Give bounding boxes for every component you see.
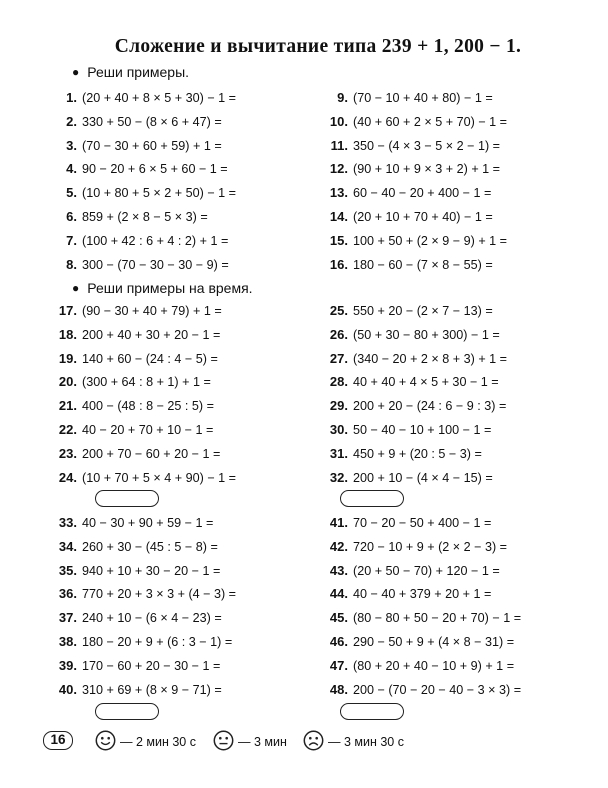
exercise-row	[57, 373, 211, 391]
exercise-number: 24.	[58, 469, 77, 485]
exercise-row	[326, 184, 491, 202]
exercise-expression: (20 + 10 + 70 + 40) − 1 =	[353, 210, 493, 224]
exercise-row	[57, 184, 236, 202]
exercise-expression: 40 − 40 + 379 + 20 + 1 =	[353, 587, 492, 602]
exercise-expression: 350 − (4 × 3 − 5 × 2 − 1) =	[353, 138, 501, 153]
exercise-row	[57, 256, 229, 274]
timing-medium	[213, 730, 287, 752]
exercise-row	[326, 421, 491, 439]
exercise-number: 34.	[58, 538, 77, 554]
exercise-number: 22.	[58, 422, 77, 437]
exercise-row	[57, 137, 222, 155]
exercise-row	[326, 326, 500, 344]
exercise-row	[57, 326, 220, 344]
exercise-expression: 720 − 10 + 9 + (2 × 2 − 3) =	[353, 539, 508, 554]
exercise-expression: 200 + 70 − 60 + 20 − 1 =	[82, 446, 221, 461]
exercise-expression: (70 − 30 + 60 + 59) + 1 =	[82, 138, 222, 153]
exercise-expression: 200 + 40 + 30 + 20 − 1 =	[82, 327, 221, 342]
exercise-expression: (10 + 80 + 5 × 2 + 50) − 1 =	[82, 186, 237, 201]
exercise-number: 11.	[330, 137, 348, 153]
exercise-row	[57, 208, 208, 226]
bullet-icon: ●	[72, 281, 80, 295]
exercise-number: 8.	[66, 256, 77, 272]
exercise-row	[326, 113, 507, 131]
exercise-expression: 240 + 10 − (6 × 4 − 23) =	[82, 611, 222, 626]
instruction-solve	[72, 64, 189, 80]
instruction-text: Реши примеры.	[87, 64, 190, 80]
exercise-expression: 100 + 50 + (2 × 9 − 9) + 1 =	[353, 233, 508, 248]
exercise-expression: 40 − 20 + 70 + 10 − 1 =	[82, 423, 214, 437]
exercise-expression: 450 + 9 + (20 : 5 − 3) =	[353, 446, 482, 461]
exercise-number: 2.	[66, 113, 77, 129]
exercise-number: 21.	[58, 398, 77, 414]
sad-face-icon	[303, 730, 324, 754]
timing-text: — 3 мин	[238, 735, 287, 749]
instruction-timed	[72, 280, 253, 296]
exercise-expression: 180 − 20 + 9 + (6 : 3 − 1) =	[82, 635, 233, 649]
exercise-row	[326, 609, 521, 627]
exercise-expression: 90 − 20 + 6 × 5 + 60 − 1 =	[82, 162, 228, 177]
exercise-number: 27.	[329, 350, 348, 366]
exercise-number: 44.	[329, 586, 348, 602]
exercise-expression: (90 − 30 + 40 + 79) + 1 =	[82, 304, 222, 318]
exercise-number: 43.	[329, 562, 348, 578]
exercise-expression: (90 + 10 + 9 × 3 + 2) + 1 =	[353, 162, 501, 177]
exercise-row	[57, 585, 236, 603]
exercise-row	[326, 445, 482, 463]
exercise-expression: (10 + 70 + 5 × 4 + 90) − 1 =	[82, 470, 237, 485]
exercise-row	[326, 208, 493, 226]
exercise-expression: (100 + 42 : 6 + 4 : 2) + 1 =	[82, 233, 229, 248]
exercise-number: 7.	[66, 232, 77, 248]
exercise-number: 17.	[58, 303, 77, 318]
exercise-row	[326, 469, 493, 487]
exercise-expression: 40 − 30 + 90 + 59 − 1 =	[82, 516, 214, 530]
exercise-number: 6.	[66, 209, 77, 224]
exercise-number: 37.	[58, 610, 77, 626]
exercise-expression: 940 + 10 + 30 − 20 − 1 =	[82, 563, 221, 578]
exercise-row	[57, 160, 228, 178]
exercise-number: 45.	[329, 610, 348, 626]
exercise-expression: 60 − 40 − 20 + 400 − 1 =	[353, 186, 492, 201]
exercise-expression: 180 − 60 − (7 × 8 − 55) =	[353, 257, 493, 272]
exercise-row	[326, 657, 514, 675]
exercise-number: 36.	[58, 586, 77, 602]
exercise-expression: (80 − 80 + 50 − 20 + 70) − 1 =	[353, 611, 522, 626]
exercise-row	[57, 514, 213, 532]
exercise-number: 28.	[329, 374, 348, 390]
exercise-row	[326, 89, 493, 107]
exercise-expression: 550 + 20 − (2 × 7 − 13) =	[353, 304, 493, 318]
exercise-number: 4.	[66, 161, 77, 177]
exercise-row	[326, 514, 491, 532]
exercise-expression: (80 + 20 + 40 − 10 + 9) + 1 =	[353, 658, 515, 673]
exercise-number: 33.	[58, 515, 77, 530]
exercise-row	[57, 397, 214, 415]
exercise-expression: 170 − 60 + 20 − 30 − 1 =	[82, 658, 221, 673]
exercise-number: 13.	[329, 185, 348, 201]
exercise-expression: 260 + 30 − (45 : 5 − 8) =	[82, 539, 218, 554]
exercise-expression: 140 + 60 − (24 : 4 − 5) =	[82, 351, 218, 366]
exercise-row	[57, 562, 220, 580]
exercise-row	[326, 373, 499, 391]
exercise-expression: 300 − (70 − 30 − 30 − 9) =	[82, 257, 229, 272]
exercise-number: 39.	[58, 657, 77, 673]
exercise-number: 18.	[58, 326, 77, 342]
exercise-row	[326, 633, 514, 651]
exercise-expression: 400 − (48 : 8 − 25 : 5) =	[82, 399, 214, 414]
exercise-row	[57, 350, 218, 368]
timing-fast	[95, 730, 196, 752]
answer-box[interactable]	[95, 490, 159, 507]
answer-box[interactable]	[95, 703, 159, 720]
exercise-number: 46.	[329, 634, 348, 649]
exercise-row	[57, 445, 220, 463]
exercise-number: 23.	[58, 445, 77, 461]
exercise-number: 47.	[329, 657, 348, 673]
exercise-expression: 770 + 20 + 3 × 3 + (4 − 3) =	[82, 587, 237, 602]
page-title: Сложение и вычитание типа 239 + 1, 200 − 1.	[114, 36, 522, 57]
neutral-face-icon	[213, 730, 234, 754]
timing-slow	[303, 730, 404, 752]
exercise-number: 3.	[66, 137, 77, 153]
exercise-expression: (20 + 50 − 70) + 120 − 1 =	[353, 563, 500, 578]
exercise-number: 10.	[329, 113, 348, 129]
exercise-row	[57, 657, 220, 675]
exercise-row	[57, 89, 236, 107]
exercise-row	[57, 302, 222, 320]
exercise-expression: (40 + 60 + 2 × 5 + 70) − 1 =	[353, 114, 508, 129]
exercise-row	[326, 137, 500, 155]
exercise-number: 42.	[329, 538, 348, 554]
exercise-row	[57, 232, 228, 250]
exercise-row	[326, 350, 507, 368]
exercise-expression: (70 − 10 + 40 + 80) − 1 =	[353, 91, 493, 105]
page-number: 16	[43, 731, 73, 750]
exercise-row	[326, 232, 507, 250]
exercise-row	[57, 609, 222, 627]
exercise-row	[57, 633, 232, 651]
exercise-row	[57, 538, 218, 556]
exercise-row	[326, 562, 500, 580]
timing-text: — 3 мин 30 с	[328, 735, 404, 749]
exercise-number: 12.	[329, 161, 348, 177]
exercise-expression: 200 + 10 − (4 × 4 − 15) =	[353, 470, 493, 485]
instruction-text: Реши примеры на время.	[87, 280, 253, 296]
exercise-expression: 200 + 20 − (24 : 6 − 9 : 3) =	[353, 399, 507, 414]
exercise-row	[326, 160, 500, 178]
timing-text: — 2 мин 30 с	[120, 735, 196, 749]
exercise-row	[326, 302, 493, 320]
exercise-number: 32.	[329, 469, 348, 485]
exercise-number: 9.	[337, 90, 348, 105]
exercise-number: 1.	[66, 90, 77, 105]
exercise-row	[326, 538, 507, 556]
exercise-number: 19.	[58, 350, 77, 366]
exercise-expression: 70 − 20 − 50 + 400 − 1 =	[353, 516, 492, 530]
exercise-number: 35.	[58, 562, 77, 578]
exercise-expression: (50 + 30 − 80 + 300) − 1 =	[353, 327, 500, 342]
exercise-row	[57, 113, 222, 131]
bullet-icon: ●	[72, 65, 80, 79]
exercise-number: 41.	[329, 515, 348, 530]
happy-face-icon	[95, 730, 116, 754]
exercise-row	[326, 397, 506, 415]
exercise-expression: (340 − 20 + 2 × 8 + 3) + 1 =	[353, 351, 508, 366]
exercise-expression: 290 − 50 + 9 + (4 × 8 − 31) =	[353, 635, 515, 649]
exercise-expression: (300 + 64 : 8 + 1) + 1 =	[82, 375, 211, 390]
exercise-number: 25.	[329, 303, 348, 318]
exercise-number: 14.	[329, 209, 348, 224]
exercise-row	[326, 256, 493, 274]
exercise-number: 30.	[329, 422, 348, 437]
exercise-row	[57, 681, 222, 699]
answer-box[interactable]	[340, 490, 404, 507]
exercise-number: 31.	[329, 445, 348, 461]
exercise-expression: (20 + 40 + 8 × 5 + 30) − 1 =	[82, 91, 237, 105]
exercise-expression: 50 − 40 − 10 + 100 − 1 =	[353, 423, 492, 437]
answer-box[interactable]	[340, 703, 404, 720]
exercise-row	[57, 421, 213, 439]
exercise-number: 5.	[66, 185, 77, 201]
exercise-expression: 330 + 50 − (8 × 6 + 47) =	[82, 114, 222, 129]
exercise-number: 20.	[58, 374, 77, 390]
exercise-expression: 200 − (70 − 20 − 40 − 3 × 3) =	[353, 682, 522, 697]
exercise-number: 48.	[329, 681, 348, 697]
exercise-expression: 859 + (2 × 8 − 5 × 3) =	[82, 210, 208, 224]
exercise-expression: 40 + 40 + 4 × 5 + 30 − 1 =	[353, 375, 499, 390]
exercise-number: 26.	[329, 326, 348, 342]
exercise-expression: 310 + 69 + (8 × 9 − 71) =	[82, 682, 222, 697]
exercise-row	[57, 469, 236, 487]
exercise-number: 40.	[58, 681, 77, 697]
exercise-number: 38.	[58, 634, 77, 649]
exercise-number: 16.	[329, 256, 348, 272]
exercise-row	[326, 681, 521, 699]
exercise-row	[326, 585, 491, 603]
exercise-number: 29.	[329, 398, 348, 414]
exercise-number: 15.	[329, 232, 348, 248]
